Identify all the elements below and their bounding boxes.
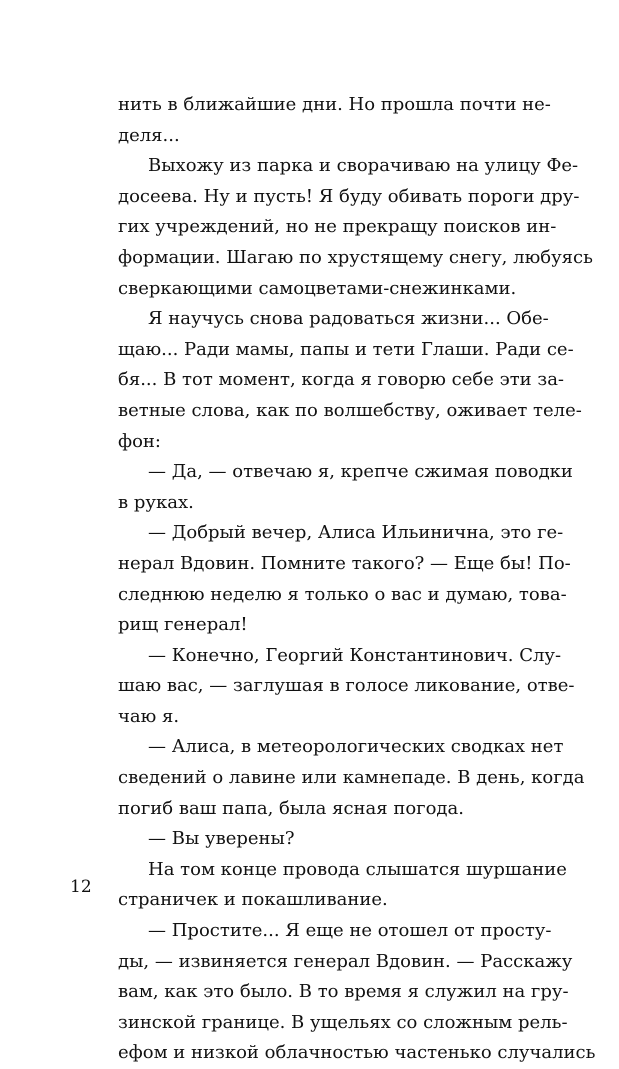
text-line: — Простите... Я еще не отошел от просту- xyxy=(148,920,552,942)
text-line: сверкающими самоцветами-снежинками. xyxy=(118,277,517,299)
text-line: рищ генерал! xyxy=(118,614,248,636)
text-line: гих учреждений, но не прекращу поисков ин- xyxy=(118,216,557,238)
body-text xyxy=(118,90,596,1069)
text-line: шаю вас, — заглушая в голосе ликование, отве- xyxy=(118,675,575,697)
text-line: — Конечно, Георгий Константинович. Слу- xyxy=(148,644,562,666)
text-line: На том конце провода слышатся шуршание xyxy=(148,858,567,880)
text-line: фон: xyxy=(118,430,161,452)
text-line: страничек и покашливание. xyxy=(118,889,388,911)
text-line: — Добрый вечер, Алиса Ильинична, это ге- xyxy=(148,522,564,544)
text-line: погиб ваш папа, была ясная погода. xyxy=(118,797,464,819)
text-line: следнюю неделю я только о вас и думаю, това- xyxy=(118,583,567,605)
text-line: зинской границе. В ущельях со сложным рель- xyxy=(118,1011,568,1033)
text-line: сведений о лавине или камнепаде. В день, когда xyxy=(118,767,585,789)
text-line: бя... В тот момент, когда я говорю себе эти за- xyxy=(118,369,565,391)
text-line: чаю я. xyxy=(118,705,180,727)
text-line: формации. Шагаю по хрустящему снегу, любуясь xyxy=(118,246,593,268)
text-line: ды, — извиняется генерал Вдовин. — Расскажу xyxy=(118,950,573,972)
text-line: нить в ближайшие дни. Но прошла почти не- xyxy=(118,94,551,115)
text-line: — Да, — отвечаю я, крепче сжимая поводки xyxy=(148,461,573,483)
text-line: — Вы уверены? xyxy=(148,828,295,850)
text-line: Выхожу из парка и сворачиваю на улицу Фе- xyxy=(148,155,579,177)
text-line: Я научусь снова радоваться жизни... Обе- xyxy=(148,308,549,330)
text-line: деля... xyxy=(118,124,180,146)
text-line: ефом и низкой облачностью частенько случались xyxy=(118,1042,596,1064)
text-line: ветные слова, как по волшебству, оживает теле- xyxy=(118,399,582,421)
text-line: вам, как это было. В то время я служил на гру- xyxy=(118,981,569,1003)
text-line: нерал Вдовин. Помните такого? — Еще бы! По- xyxy=(118,552,571,574)
text-line: в руках. xyxy=(118,491,194,513)
text-line: щаю... Ради мамы, папы и тети Глаши. Ради се- xyxy=(118,338,574,360)
text-line: — Алиса, в метеорологических сводках нет xyxy=(148,736,564,758)
page-number: 12 xyxy=(70,877,92,897)
text-line: досеева. Ну и пусть! Я буду обивать пороги дру- xyxy=(118,185,580,207)
